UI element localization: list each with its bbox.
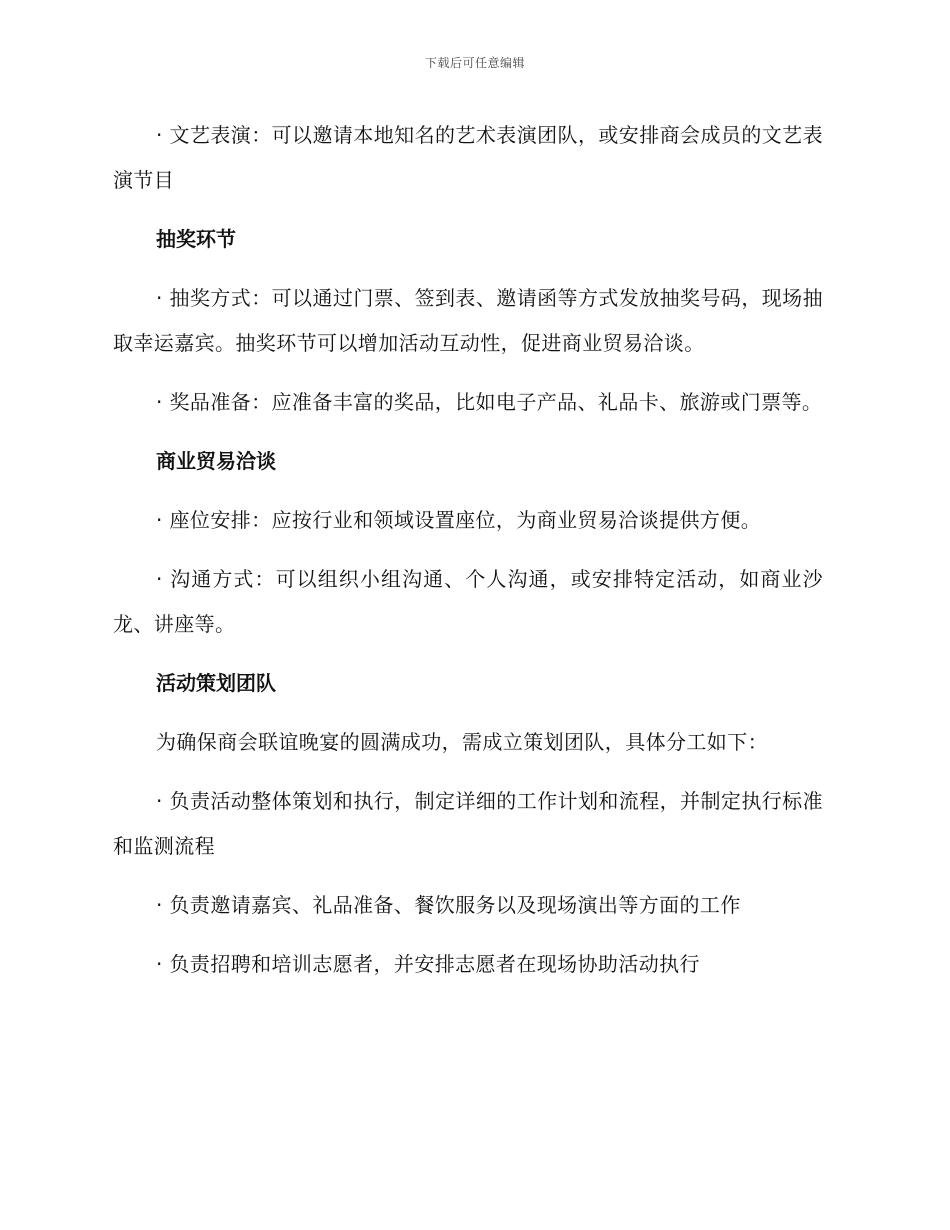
document-body [113, 113, 823, 1001]
paragraph-seating: · 座位安排：应按行业和领域设置座位，为商业贸易洽谈提供方便。 [156, 508, 762, 532]
section-heading-business-talks: 商业贸易洽谈 [156, 449, 276, 473]
paragraph-communication: · 沟通方式：可以组织小组沟通、个人沟通，或安排特定活动，如商业沙龙、讲座等。 [113, 567, 823, 636]
page-header: 下载后可任意编辑 [424, 56, 525, 70]
paragraph-prize-preparation: · 奖品准备：应准备丰富的奖品，比如电子产品、礼品卡、旅游或门票等。 [156, 390, 823, 414]
paragraph-lottery-method: · 抽奖方式：可以通过门票、签到表、邀请函等方式发放抽奖号码，现场抽取幸运嘉宾。抽奖环节可以增加活动互动性，促进商业贸易洽谈。 [113, 286, 823, 355]
paragraph-duty-guests: · 负责邀请嘉宾、礼品准备、餐饮服务以及现场演出等方面的工作 [156, 893, 741, 917]
paragraph-duty-volunteers: · 负责招聘和培训志愿者，并安排志愿者在现场协助活动执行 [156, 952, 700, 976]
section-heading-lottery: 抽奖环节 [156, 227, 236, 251]
paragraph-team-intro: 为确保商会联谊晚宴的圆满成功，需成立策划团队，具体分工如下： [156, 730, 768, 754]
paragraph-duty-overall: · 负责活动整体策划和执行，制定详细的工作计划和流程，并制定执行标准和监测流程 [113, 789, 823, 858]
section-heading-planning-team: 活动策划团队 [156, 671, 276, 695]
paragraph-performance: · 文艺表演：可以邀请本地知名的艺术表演团队，或安排商会成员的文艺表演节目 [113, 123, 823, 192]
